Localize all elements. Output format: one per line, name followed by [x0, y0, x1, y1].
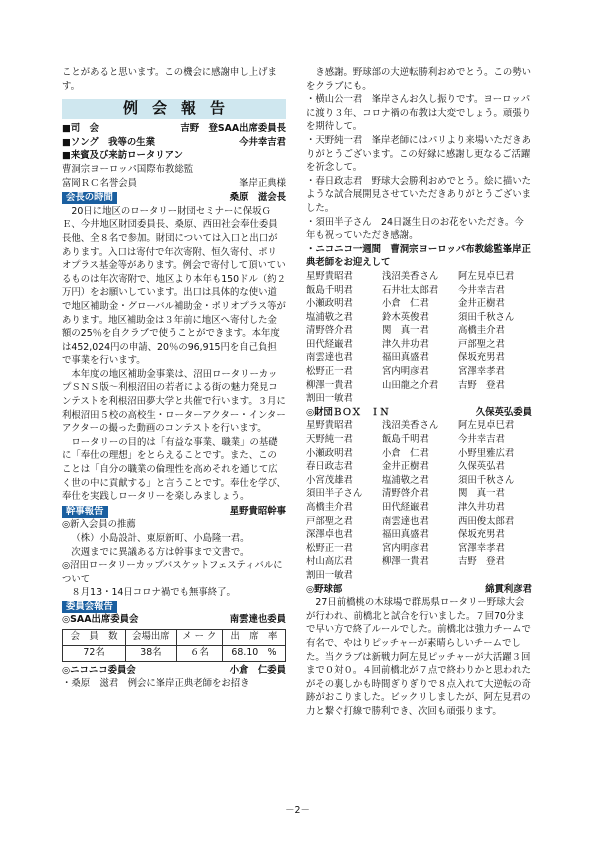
name-cell: 吉野 登君 — [458, 379, 505, 391]
secretary-line: ◎沼田ロータリーカップバスケットフェスティバルについて — [62, 560, 283, 585]
name-cell: 山田龍之介君 — [382, 379, 439, 391]
name-cell: 塩浦敬之君 — [382, 474, 429, 486]
name-cell: 福田真盛君 — [382, 352, 429, 364]
box-name-list — [306, 419, 532, 582]
name-cell: 阿左見卓巳君 — [458, 270, 515, 282]
name-cell: 石井壮太郎君 — [382, 284, 439, 296]
baseball-text: 27日前橋桃の木球場で群馬県ロータリー野球大会が行われ、前橋北と試合を行いました。７回70分まで早い方で終了ルールでした。前橋北は強力チームで有名で、やはりピッチャーが素晴らしいチームでした。当クラブは新戦力阿左見ピッチャーが大活躍３回まで０対０。４回前橋北が７点で終わりかと思われたがその裏しかも時間ぎりぎりで８点入れて大逆転の奇跡がおこりました。ビックリしましたが、阿左見君の力と繋ぐ打線で勝利でき、次回も頑張ります。 — [306, 597, 532, 717]
name-cell: 小倉 仁君 — [382, 298, 429, 310]
niko-bullet: ・天野純一君 峯岸老師にはパリより来場いただきありがとうございます。この好縁に感謝し更なるご活躍を祈念して。 — [306, 134, 532, 174]
president-paragraph: ロータリーの目的は「有益な事業、職業」の基礎に「奉仕の理想」をとらえることです。また、このことは「自分の職業の倫理性を高めそれを通じて広く世の中に貢献する」と言うことです。奉仕を学び、奉仕を実践しロータリーを楽しみましょう。 — [62, 436, 286, 503]
name-cell: 宮澤幸孝君 — [458, 366, 505, 378]
secretary-line: ８月13・14日コロナ禍でも無事終了。 — [71, 587, 236, 599]
name-cell: 塩浦敬之君 — [306, 311, 353, 323]
secretary-name: 星野貴昭幹事 — [229, 505, 286, 517]
name-cell: 小野里雅広君 — [458, 447, 515, 459]
name-cell: 鈴木英俊君 — [382, 311, 429, 323]
name-cell: 保坂充男君 — [458, 529, 505, 541]
niko-week-title: ・ニコニコ一週間 曹洞宗ヨーロッパ布教総監峯岸正典老師をお迎えして — [306, 243, 531, 269]
name-cell: 深澤卓也君 — [306, 529, 353, 541]
name-cell: 関 真一君 — [382, 325, 429, 337]
niko-line: ・桑原 滋君 例会に峯岸正典老師をお招き — [62, 678, 250, 690]
name-cell: 星野貴昭君 — [306, 420, 353, 432]
name-cell: 南雲達也君 — [382, 515, 429, 527]
name-cell: 飯島千明君 — [382, 434, 429, 446]
name-cell: 田代経巌君 — [382, 502, 429, 513]
role-row: ■来賓及び来訪ロータリアン — [62, 150, 183, 162]
name-cell: 小倉 仁君 — [382, 447, 429, 459]
intro-text: ことがあると思います。この機会に感謝申し上げます。 — [62, 67, 277, 92]
name-cell: 割田一敏君 — [306, 569, 353, 581]
committee-section-header — [62, 601, 286, 613]
name-cell: 今井幸吉君 — [458, 284, 505, 296]
name-cell: 福田真盛君 — [382, 529, 429, 541]
name-cell: 清野啓介君 — [306, 325, 353, 337]
name-cell: 須田半子さん — [306, 488, 363, 500]
table-row: 72名 38名 ６名 68.10 % — [63, 645, 286, 661]
name-cell: 宮内明彦君 — [382, 542, 429, 554]
name-cell: 金井正樹君 — [382, 461, 429, 473]
name-cell: 清野啓介君 — [382, 488, 429, 500]
name-cell: 松野正一君 — [306, 366, 353, 378]
name-cell: 金井正樹君 — [458, 298, 505, 310]
president-name: 桑原 滋会長 — [229, 192, 286, 204]
name-cell: 西田俊太郎君 — [458, 515, 515, 527]
niko-bullet: き感謝。野球部の大逆転勝利おめでとう。この勢いをクラブにも。 — [306, 67, 532, 92]
name-cell: 星野貴昭君 — [306, 270, 353, 282]
name-cell: 飯島千明君 — [306, 284, 353, 296]
name-cell: 阿左見卓巳君 — [458, 420, 515, 432]
niko-bullet: ・春日政志君 野球大会勝利おめでとう。絵に描いたような試合展開見させていただきありがとうございました。 — [306, 175, 532, 214]
name-cell: 保坂充男君 — [458, 352, 505, 364]
name-cell: 関 真一君 — [458, 488, 505, 500]
table-header-row: 会 員 数 会場出席 メ ー ク 出 席 率 — [63, 629, 286, 645]
name-cell: 小宮茂雄君 — [306, 474, 353, 486]
president-tag: 会長の時間 — [62, 192, 117, 204]
name-cell: 津久井功君 — [458, 502, 505, 513]
page-title: 例会報告 — [62, 99, 286, 119]
role-row: 富岡ＲＣ名誉会員 峯岸正典様 — [62, 177, 286, 189]
name-cell: 田代経巌君 — [306, 338, 353, 350]
name-cell: 高橋圭介君 — [306, 502, 353, 513]
name-cell: 吉野 登君 — [458, 556, 505, 568]
name-cell: 小瀬政明君 — [306, 447, 353, 459]
niko-bullet: ・須田半子さん 24日誕生日のお花をいただき。今年も祝っていただき感謝。 — [306, 216, 524, 242]
secretary-line: （株）小島設計、東原新町、小島隆一君。 — [71, 533, 250, 544]
role-row: 曹洞宗ヨーロッパ国際布教総監 — [62, 163, 194, 175]
page-number: －2－ — [285, 805, 310, 816]
box-header: ◎財団ＢＯＸ ＩＮ 久保英弘委員 — [306, 406, 532, 418]
name-cell: 小瀬政明君 — [306, 298, 353, 310]
name-cell: 浅沼美香さん — [382, 420, 439, 432]
baseball-header: ◎野球部 綿貫利彦君 — [306, 583, 532, 595]
left-column — [62, 66, 286, 691]
name-cell: 津久井功君 — [382, 338, 429, 350]
committee-tag: 委員会報告 — [62, 601, 117, 613]
niko-committee-header: ◎ニコニコ委員会 小倉 仁委員 — [62, 664, 286, 676]
secretary-line: 次週までに異議ある方は幹事まで文書で。 — [71, 546, 250, 558]
name-cell: 須田千秋さん — [458, 474, 515, 486]
name-cell: 天野純一君 — [306, 434, 353, 446]
name-cell: 戸部聖之君 — [458, 338, 505, 350]
name-cell — [382, 392, 458, 406]
president-paragraph: 20日に地区のロータリー財団セミナーに保坂ＧＥ、今井地区財団委員長、桑原、西田社会奉仕委員長他、全８名で参加。財団については入口と出口があります。入口は寄付で年次寄附、恒久寄付、ポリオプラス基金等があります。例会で寄付して頂いているものは年次寄附で、地区より本年も150ドル（約２万円）をお願いしています。出口は具体的な使い道で地区補助金・グローバル補助金・ポリオプラス等があります。地区補助金は３年前に地区へ寄付した金額の25％を自クラブで使うことができます。本年度は452,024円の申請、20％の96,915円を自己負担で事業を行います。 — [62, 205, 286, 367]
secretary-tag: 幹事報告 — [62, 506, 108, 518]
secretary-line: ◎新入会員の推薦 — [62, 519, 136, 531]
saa-committee-header: ◎SAA出席委員会 南雲達也委員 — [62, 613, 286, 625]
name-cell: 南雲達也君 — [306, 352, 353, 364]
name-cell: 宮内明彦君 — [382, 366, 429, 378]
role-row: ■司 会 吉野 登SAA出席委員長 — [62, 123, 286, 135]
name-cell: 松野正一君 — [306, 542, 353, 554]
name-cell: 宮澤幸孝君 — [458, 542, 505, 554]
name-cell: 村山高広君 — [306, 556, 353, 568]
name-cell: 戸部聖之君 — [306, 515, 353, 527]
name-cell: 春日政志君 — [306, 461, 353, 473]
president-paragraph: 本年度の地区補助金事業は、沼田ロータリーカップＳＮＳ版～利根沼田の若者による街の魅力発見コンテストを利根沼田夢大学と共催で行います。３月に利根沼田５校の高校生・ローターアクター・インターアクターの撮った動画のコンテストを行います。 — [62, 368, 286, 435]
name-cell: 久保英弘君 — [458, 461, 505, 473]
name-cell: 割田一敏君 — [306, 393, 353, 405]
name-cell: 浅沼美香さん — [382, 270, 439, 282]
president-section-header — [62, 191, 286, 205]
secretary-section-header — [62, 505, 286, 519]
name-cell: 柳澤一貴君 — [306, 379, 353, 391]
name-cell: 須田千秋さん — [458, 311, 515, 323]
right-column — [306, 66, 532, 719]
role-row: ■ソング 我等の生業 今井幸吉君 — [62, 136, 286, 148]
attendance-table — [62, 629, 286, 662]
name-cell — [382, 569, 458, 583]
name-cell: 柳澤一貴君 — [382, 556, 429, 568]
niko-name-list — [306, 270, 532, 406]
roles-list — [62, 122, 286, 190]
name-cell: 今井幸吉君 — [458, 434, 505, 446]
niko-bullet: ・横山公一君 峯岸さんお久し振りです。ヨーロッパに渡り３年、コロナ禍の布教は大変でしょう。頑張りを期待して。 — [306, 94, 532, 133]
name-cell: 高橋圭介君 — [458, 325, 505, 337]
name-cell — [458, 392, 532, 406]
name-cell — [458, 569, 532, 583]
